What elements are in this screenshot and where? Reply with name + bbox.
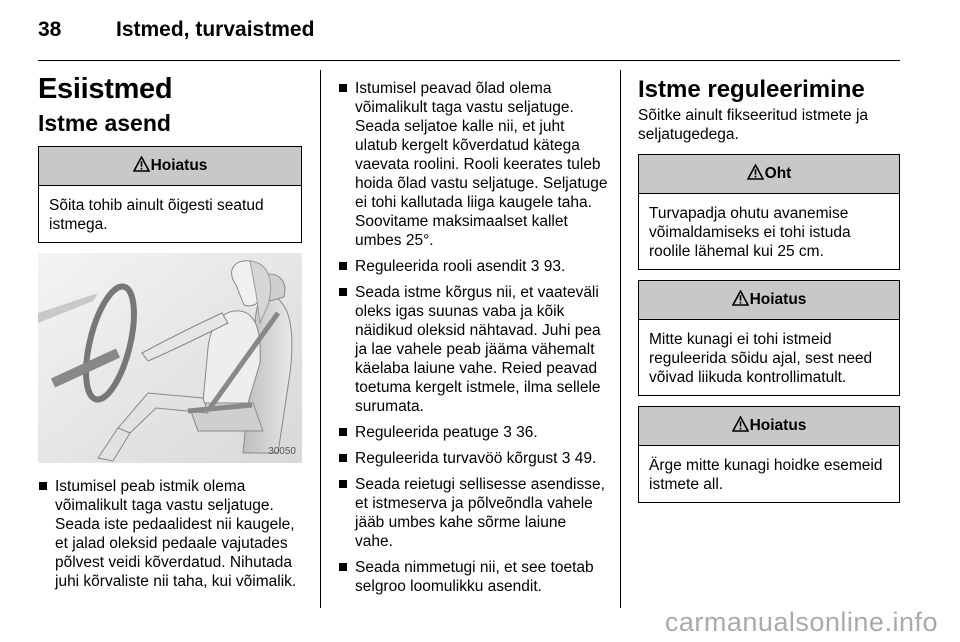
warning-text: Mitte kunagi ei tohi istmeid reguleerida sõidu ajal, sest need võivad liikuda kontrollimatult.	[649, 331, 873, 386]
subsection-title: Istme asend	[38, 110, 171, 136]
driver-seat-drawing	[38, 253, 302, 463]
column-divider-2	[620, 70, 621, 608]
list-item: Seada reietugi sellisesse asendisse, et istmeserva ja põlveõndla vahele jääb umbes kahe sõrme laiune vahe.	[338, 475, 608, 551]
page-header	[38, 18, 314, 42]
seat-position-illustration	[38, 253, 302, 463]
list-item: Seada istme kõrgus nii, et vaateväli oleks igas suunas vaba ja kõik näidikud oleksid nähtavad. Juhi pea ja lae vahele peab jääma vähemalt käelaba laiune vahe. Reied peavad toetuma kergelt istmele, ilma sellele surumata.	[338, 283, 608, 416]
chapter-title: Istmed, turvaistmed	[116, 18, 315, 41]
warning-box	[38, 146, 302, 243]
watermark: carmanualsonline.info	[664, 607, 938, 637]
danger-label: Oht	[764, 165, 792, 182]
list-item: Reguleerida peatuge 3 36.	[338, 423, 608, 442]
header-divider	[38, 60, 900, 61]
column-divider-1	[320, 70, 321, 608]
warning-box-header	[39, 147, 301, 186]
list-item: Reguleerida turvavöö kõrgust 3 49.	[338, 449, 608, 468]
danger-box	[638, 154, 900, 270]
warning-text: Sõita tohib ainult õigesti seatud istmega.	[49, 197, 264, 233]
bullet-list-col1	[38, 477, 302, 591]
warning-box-header	[639, 407, 899, 446]
section-title: Esiistmed	[38, 73, 173, 105]
warning-box	[638, 280, 900, 396]
warning-triangle-icon	[732, 283, 749, 321]
intro-text: Sõitke ainult fikseeritud istmete ja seljatugedega.	[638, 107, 869, 143]
list-item: Istumisel peab istmik olema võimalikult taga vastu seljatuge. Seada iste pedaalidest nii kaugele, et jalad oleksid pedaale vajutades põlvest veidi kõverdatud. Nihutada juhi kõrvaliste nii taha, kui võimalik.	[38, 477, 302, 591]
danger-text: Turvapadja ohutu avanemise võimaldamiseks ei tohi istuda roolile lähemal kui 25 cm.	[649, 205, 851, 260]
warning-triangle-icon	[747, 157, 764, 195]
warning-label: Hoiatus	[749, 291, 807, 308]
warning-box-header	[639, 281, 899, 320]
warning-triangle-icon	[133, 149, 150, 187]
bullet-list-col2	[338, 79, 608, 596]
figure-number: 30050	[268, 446, 296, 457]
list-item: Reguleerida rooli asendit 3 93.	[338, 257, 608, 276]
column-1	[38, 72, 302, 598]
warning-label: Hoiatus	[749, 417, 807, 434]
warning-text: Ärge mitte kunagi hoidke esemeid istmete all.	[649, 457, 883, 493]
warning-label: Hoiatus	[150, 157, 208, 174]
danger-box-header	[639, 155, 899, 194]
column-2	[338, 79, 608, 603]
section-title: Istme reguleerimine	[638, 76, 865, 103]
list-item: Istumisel peavad õlad olema võimalikult taga vastu seljatuge. Seada seljatoe kalle nii, et juht ulatub kergelt kõverdatud kätega vaevata roolini. Rooli keerates tuleb hoida õlad vastu seljatuge. Seljatuge ei tohi kallutada liiga kaugele taha. Soovitame maksimaalset kallet umbes 25°.	[338, 79, 608, 250]
warning-box	[638, 406, 900, 503]
column-3	[638, 76, 900, 513]
list-item: Seada nimmetugi nii, et see toetab selgroo loomulikku asendit.	[338, 558, 608, 596]
warning-triangle-icon	[732, 409, 749, 447]
page-number: 38	[38, 18, 62, 41]
